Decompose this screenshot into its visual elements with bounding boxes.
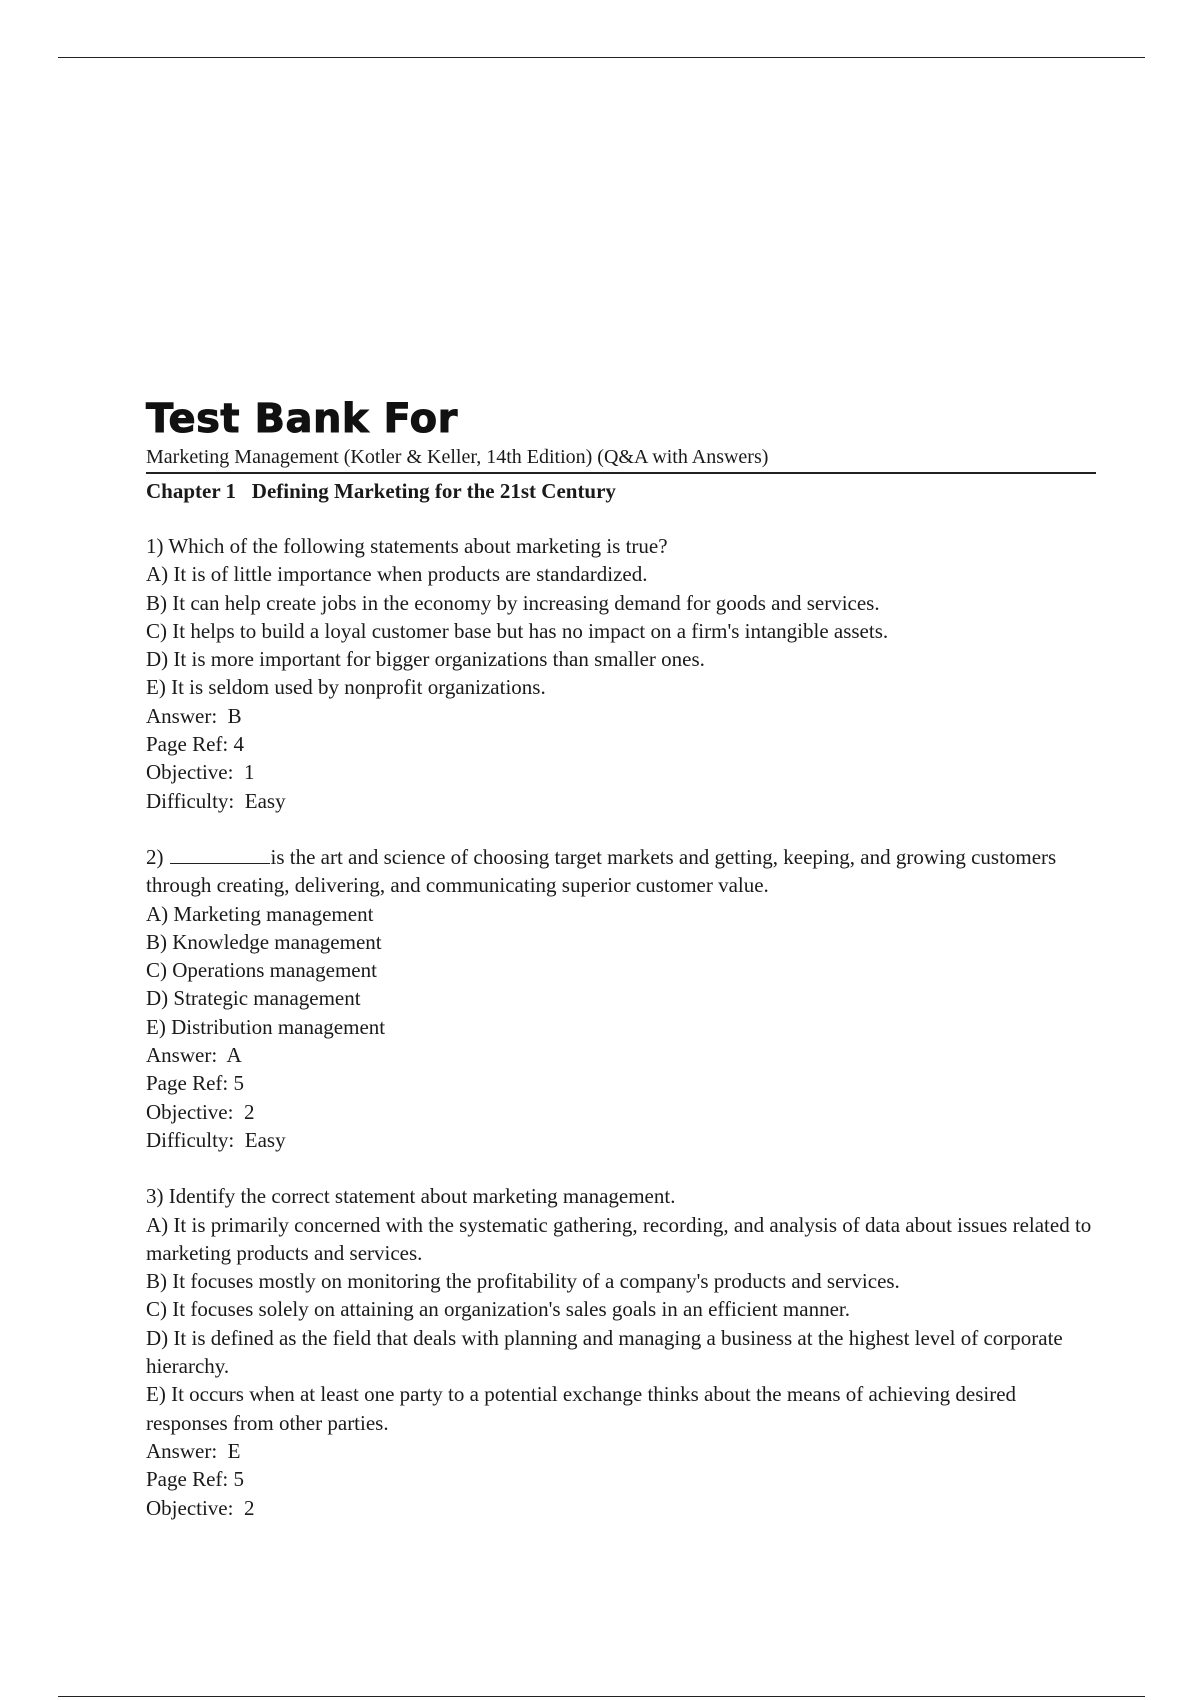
answer-option: A) Marketing management (146, 901, 374, 926)
answer-option: A) It is of little importance when products are standardized. (146, 562, 648, 587)
bottom-page-rule (58, 1696, 1145, 1697)
answer-option: B) Knowledge management (146, 929, 382, 954)
chapter-heading: Chapter 1 Defining Marketing for the 21st Century (146, 479, 616, 503)
answer-option: B) It focuses mostly on monitoring the profitability of a company's products and services. (146, 1269, 900, 1294)
document-body (146, 395, 1096, 1522)
answer-key: Answer: B (146, 703, 242, 728)
question-2 (146, 843, 1096, 1154)
question-prompt (146, 843, 1096, 900)
answer-key: Answer: A (146, 1043, 242, 1068)
question-prompt-text: is the art and science of choosing target markets and getting, keeping, and growing customers through creating, delivering, and communicating superior customer value. (146, 844, 1057, 898)
answer-option: C) It focuses solely on attaining an organization's sales goals in an efficient manner. (146, 1297, 850, 1322)
answer-key: Answer: E (146, 1438, 241, 1463)
page-ref: Page Ref: 4 (146, 732, 244, 757)
question-1 (146, 532, 1096, 815)
question-number: 2) (146, 844, 164, 869)
answer-option: C) Operations management (146, 958, 377, 983)
answer-option: E) It occurs when at least one party to a potential exchange thinks about the means of achieving desired responses from other parties. (146, 1382, 1017, 1435)
top-page-rule (58, 57, 1145, 58)
answer-option: C) It helps to build a loyal customer base but has no impact on a firm's intangible assets. (146, 618, 889, 643)
objective: Objective: 1 (146, 760, 255, 785)
question-prompt: 3) Identify the correct statement about marketing management. (146, 1184, 676, 1209)
answer-option: D) It is more important for bigger organizations than smaller ones. (146, 647, 705, 672)
objective: Objective: 2 (146, 1495, 255, 1520)
answer-option: D) It is defined as the field that deals with planning and managing a business at the highest level of corporate hierarchy. (146, 1325, 1063, 1379)
objective: Objective: 2 (146, 1099, 255, 1124)
fill-in-blank (170, 845, 270, 864)
difficulty: Difficulty: Easy (146, 788, 286, 813)
answer-option: E) Distribution management (146, 1014, 386, 1039)
answer-option: D) Strategic management (146, 986, 361, 1011)
answer-option: E) It is seldom used by nonprofit organizations. (146, 675, 546, 700)
page-ref: Page Ref: 5 (146, 1071, 244, 1096)
answer-option: B) It can help create jobs in the economy by increasing demand for goods and services. (146, 590, 880, 615)
document-subtitle: Marketing Management (Kotler & Keller, 14th Edition) (Q&A with Answers) (146, 443, 1096, 474)
answer-option: A) It is primarily concerned with the systematic gathering, recording, and analysis of data about issues related to marketing products and services. (146, 1212, 1092, 1265)
question-prompt: 1) Which of the following statements about marketing is true? (146, 534, 668, 558)
page-ref: Page Ref: 5 (146, 1467, 244, 1492)
difficulty: Difficulty: Easy (146, 1127, 286, 1152)
document-title: Test Bank For (146, 396, 458, 442)
question-3 (146, 1182, 1096, 1522)
